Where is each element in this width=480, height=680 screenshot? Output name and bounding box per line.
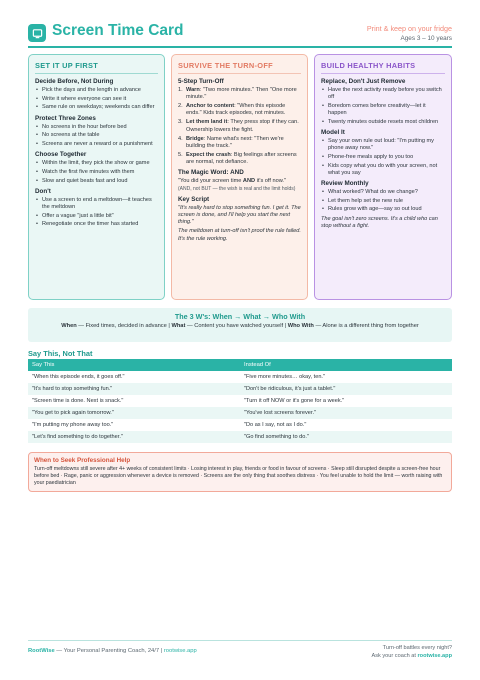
table-row <box>28 383 452 395</box>
key-script-note: The meltdown at turn-off isn't proof the rule failed. It's the rule working. <box>178 228 301 242</box>
cta-line: Ask your coach at rootwise.app <box>371 652 452 659</box>
list-item: 3. Let them land it: They press stop if they can. Ownership lowers the fight. <box>178 119 299 133</box>
bullet-list <box>321 189 445 214</box>
list-item: • No screens at the table <box>35 132 158 139</box>
say-cell: "Let's find something to do together." <box>28 431 240 443</box>
list-item: • No screens in the hour before bed <box>35 124 158 131</box>
say-cell: "It's hard to stop something fun." <box>28 383 240 395</box>
bullet-list <box>35 197 158 229</box>
list-item: • Pick the days and the length in advance <box>35 87 158 94</box>
column-set-it-up <box>28 54 165 300</box>
header-divider <box>28 46 452 48</box>
print-note: Print & keep on your fridge <box>366 24 452 33</box>
table-row <box>28 431 452 443</box>
list-item: • Boredom comes before creativity—let it happen <box>321 103 445 117</box>
list-item: • Have the next activity ready before you switch off <box>321 87 445 101</box>
three-ws-title: The 3 W's: When → What → Who With <box>174 312 306 321</box>
list-item: • Kids copy what you do with your screen, not what you say <box>321 163 445 177</box>
instead-cell: "Don't be ridiculous, it's just a tablet." <box>240 383 452 395</box>
bullet-list <box>321 138 445 177</box>
key-script-title: Key Script <box>178 195 210 203</box>
column-survive-turn-off <box>171 54 308 300</box>
table-row <box>28 407 452 419</box>
instead-cell: "You've lost screens forever." <box>240 407 452 419</box>
section-title: Model It <box>321 129 345 137</box>
cta-line: Turn-off battles every night? <box>382 645 452 651</box>
magic-word-note: (AND, not BUT — the wish is real and the limit holds) <box>178 186 296 193</box>
list-item: • Watch the first five minutes with them <box>35 169 158 176</box>
age-range: Ages 3 – 10 years <box>400 35 452 42</box>
list-item: • Slow and quiet beats fast and loud <box>35 178 158 185</box>
table-row <box>28 419 452 431</box>
page-title: Screen Time Card <box>52 22 184 39</box>
list-item: • Renegotiate once the timer has started <box>35 221 158 228</box>
list-item: 2. Anchor to content: "When this episode ends." Kids track episodes, not minutes. <box>178 103 286 117</box>
site-link[interactable]: rootwise.app <box>163 648 197 654</box>
bullet-list <box>321 87 445 126</box>
list-item: • Same rule on weekdays; weekends can differ <box>35 104 158 111</box>
section-title: Don't <box>35 187 51 195</box>
three-ws-band <box>28 308 452 342</box>
list-item: • Within the limit, they pick the show or game <box>35 160 158 167</box>
steps-list <box>178 87 301 166</box>
section-title: Review Monthly <box>321 180 369 188</box>
instead-cell: "Go find something to do." <box>240 431 452 443</box>
three-ws-text: When — Fixed times, decided in advance | What — Content you have watched yourself | Who With — Alone is a different thing from together <box>61 323 419 329</box>
table-row <box>28 371 452 383</box>
key-script-quote: "It's really hard to stop something fun. I get it. The screen is done, and I'll help you start the next thing." <box>178 204 301 226</box>
say-cell: "When this episode ends, it goes off." <box>28 371 240 383</box>
list-item: • Use a screen to end a meltdown—it teaches the meltdown <box>35 197 158 211</box>
bullet-list <box>35 124 158 149</box>
list-item: • Say your own rule out loud: "I'm putting my phone away now." <box>321 138 445 152</box>
list-item: • Write it where everyone can see it <box>35 96 158 103</box>
closing-note: The goal isn't zero screens. It's a child who can stop without a fight. <box>321 215 438 229</box>
footer-tagline: RootWise — Your Personal Parenting Coach, 24/7 | rootwise.app <box>28 648 197 654</box>
bullet-list <box>35 160 158 185</box>
coach-link[interactable]: rootwise.app <box>417 652 452 659</box>
steps-title: 5-Step Turn-Off <box>178 78 224 85</box>
footer-cta <box>371 645 452 660</box>
list-item: • What worked? What do we change? <box>321 189 445 196</box>
magic-word-title: The Magic Word: AND <box>178 169 244 177</box>
list-item: • Twenty minutes outside resets most children <box>321 119 445 126</box>
list-item: • Phone-free meals apply to you too <box>321 154 445 161</box>
column-header-say: Say This <box>28 359 240 371</box>
list-item: • Let them help set the new rule <box>321 198 445 205</box>
say-this-heading: Say This, Not That <box>28 349 93 358</box>
section-title: Choose Together <box>35 151 87 159</box>
instead-cell: "Do as I say, not as I do." <box>240 419 452 431</box>
say-cell: "You get to pick again tomorrow." <box>28 407 240 419</box>
instead-cell: "Five more minutes… okay, ten." <box>240 371 452 383</box>
bullet-list <box>35 87 158 112</box>
column-heading: SET IT UP FIRST <box>35 61 158 74</box>
section-title: Decide Before, Not During <box>35 78 114 85</box>
say-cell: "I'm putting my phone away too." <box>28 419 240 431</box>
section-title: Protect Three Zones <box>35 114 96 122</box>
list-item: • Rules grow with age—say so out loud <box>321 206 445 213</box>
section-title: Replace, Don't Just Remove <box>321 78 406 85</box>
list-item: 5. Expect the crash: Big feelings after screens are normal, not defiance. <box>178 151 297 166</box>
magic-word-quote: "You did your screen time AND it's off now." <box>178 178 286 185</box>
list-item: 4. Bridge: Name what's next: "Then we're building the track." <box>178 135 284 149</box>
footer-divider <box>28 640 452 641</box>
instead-cell: "Turn it off NOW or it's gone for a week." <box>240 395 452 407</box>
professional-help-text: Turn-off meltdowns still severe after 4+ weeks of consistent limits · Losing interest in play, friends or food in favour of screens · Sleep still disrupted despite a screen-free hour before bed · Rage, panic or aggression whenever a device is removed · Screens are the only thing that soothes distress · You feel unable to hold the limit — worth raising with your paediatrician <box>34 466 443 486</box>
list-item: • Offer a vague "just a little bit" <box>35 213 158 220</box>
list-item: 1. Warn: "Two more minutes." Then "One more minute." <box>178 87 297 101</box>
table-header-row <box>28 359 452 371</box>
brand-name: RootWise <box>28 648 55 654</box>
table-row <box>28 395 452 407</box>
column-header-instead: Instead Of <box>240 359 452 371</box>
say-cell: "Screen time is done. Next is snack." <box>28 395 240 407</box>
card-icon <box>28 24 46 42</box>
column-healthy-habits <box>314 54 452 300</box>
list-item: • Screens are never a reward or a punishment <box>35 141 158 148</box>
professional-help-box <box>28 452 452 492</box>
column-heading: BUILD HEALTHY HABITS <box>321 61 445 74</box>
say-this-table <box>28 359 452 443</box>
professional-help-title: When to Seek Professional Help <box>34 457 131 464</box>
column-heading: SURVIVE THE TURN-OFF <box>178 61 301 74</box>
